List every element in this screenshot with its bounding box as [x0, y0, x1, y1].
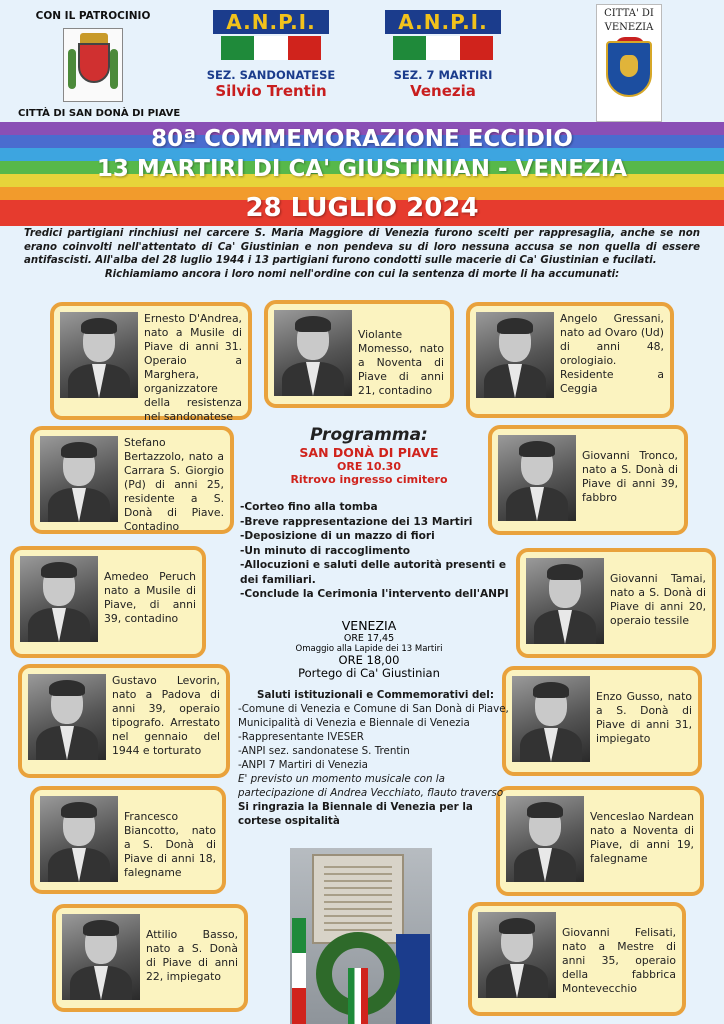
martyr-card [264, 300, 454, 408]
programme-step: -Conclude la Cerimonia l'intervento dell'ANPI [240, 588, 509, 600]
programme-header [236, 425, 502, 486]
venezia-omaggio: Omaggio alla Lapide dei 13 Martiri [295, 644, 443, 654]
title-line-1: 80ª COMMEMORAZIONE ECCIDIO [151, 126, 573, 152]
anpi-logo-text: A.N.P.I. [385, 10, 501, 34]
portrait-photo [40, 436, 118, 522]
venezia-time-2: ORE 18,00 [338, 653, 400, 667]
saluti-heading: Saluti istituzionali e Commemorativi del: [257, 689, 494, 701]
venezia-heading: VENEZIA [341, 618, 397, 633]
venezia-programme-header [236, 618, 502, 680]
martyr-card [516, 548, 716, 658]
venezia-crest-line2: VENEZIA [604, 22, 654, 33]
title-date: 28 LUGLIO 2024 [245, 193, 479, 223]
portrait-photo [526, 558, 604, 644]
anpi-section-name: Venezia [410, 82, 476, 100]
programme-step: -Un minuto di raccoglimento [240, 544, 411, 557]
martyr-card [488, 425, 688, 535]
patrocinio-label: CON IL PATROCINIO [35, 10, 151, 22]
anpi-logo-icon [213, 10, 329, 62]
portrait-photo [40, 796, 118, 882]
martyr-card [18, 664, 230, 778]
martyr-bio: Francesco Biancotto, nato a S. Donà di Piave di anni 18, falegname [124, 810, 216, 879]
portrait-photo [476, 312, 554, 398]
anpi-7martiri-block [378, 10, 508, 100]
martyr-card [50, 302, 252, 423]
saluti-block [238, 688, 513, 828]
programme-step: -Allocuzioni e saluti delle autorità presenti e dei familiari. [240, 559, 507, 586]
martyr-card [502, 666, 702, 776]
anpi-section: SEZ. SANDONATESE [206, 68, 336, 82]
saluti-item: -Comune di Venezia e Comune di San Donà di Piave, Municipalità di Venezia e Biennale di Venezia [238, 703, 509, 729]
venezia-location: Portego di Ca' Giustinian [298, 666, 440, 680]
martyr-card [52, 904, 248, 1012]
martyr-card [466, 302, 674, 418]
saluti-item: -Rappresentante IVESER [238, 731, 364, 743]
martyr-card [468, 902, 686, 1016]
programme-step: -Breve rappresentazione dei 13 Martiri [240, 515, 473, 528]
portrait-photo [512, 676, 590, 762]
anpi-section: SEZ. 7 MARTIRI [393, 68, 493, 82]
saluti-item: -ANPI 7 Martiri di Venezia [238, 759, 368, 771]
saluti-item: -ANPI sez. sandonatese S. Trentin [238, 745, 410, 757]
martyr-card [30, 426, 234, 534]
portrait-photo [478, 912, 556, 998]
venezia-crest-line1: CITTA' DI [604, 8, 654, 19]
intro-callout: Richiamiamo ancora i loro nomi nell'ordine con cui la sentenza di morte li ha accumunati: [104, 268, 620, 280]
main-title [0, 124, 724, 226]
san-dona-crest-icon [63, 28, 123, 102]
intro-paragraph: Tredici partigiani rinchiusi nel carcere S. Maria Maggiore di Venezia furono scelti per rappresaglia, anche se non erano coinvolti nell'attentato di Ca' Giustinian e non pendeva su di loro nessuna accusa se non quella di essere antifascisti. All'alba del 28 luglio 1944 i 13 partigiani furono condotti sulle macerie di Ca' Giustinian e fucilati. [24, 228, 700, 266]
martyr-bio: Ernesto D'Andrea, nato a Musile di Piave di anni 31. Operaio a Marghera, organizzatore della resistenza nel sandonatese [144, 312, 242, 423]
martyr-bio: Giovanni Tronco, nato a S. Donà di Piave di anni 39, fabbro [582, 449, 678, 504]
patrocinio-block [18, 10, 181, 119]
anpi-logo-icon [385, 10, 501, 62]
martyr-bio: Venceslao Nardean nato a Noventa di Piave, di anni 19, falegname [590, 810, 694, 865]
portrait-photo [28, 674, 106, 760]
city-label: CITTÀ DI SAN DONÀ DI PIAVE [18, 108, 181, 119]
portrait-photo [62, 914, 140, 1000]
memorial-plaque-photo [290, 848, 432, 1024]
martyr-bio: Violante Momesso, nato a Noventa di Piave di anni 21, contadino [358, 328, 444, 397]
title-line-2: 13 MARTIRI DI CA' GIUSTINIAN - VENEZIA [96, 156, 628, 182]
martyr-bio: Giovanni Tamai, nato a S. Donà di Piave di anni 20, operaio tessile [610, 572, 706, 627]
san-dona-time: ORE 10.30 [337, 460, 401, 473]
intro-text [24, 227, 700, 281]
san-dona-meeting: Ritrovo ingresso cimitero [290, 473, 448, 486]
programme-step: -Deposizione di un mazzo di fiori [240, 530, 435, 542]
venezia-time-1: ORE 17,45 [343, 633, 395, 644]
martyr-bio: Stefano Bertazzolo, nato a Carrara S. Giorgio (Pd) di anni 25, residente a S. Donà di Piave. Contadino [124, 436, 224, 533]
programme-steps [240, 500, 510, 602]
martyr-card [30, 786, 226, 894]
programme-title: Programma: [310, 425, 428, 445]
portrait-photo [20, 556, 98, 642]
martyr-bio: Giovanni Felisati, nato a Mestre di anni 35, operaio della fabbrica Montevecchio [562, 926, 676, 995]
saluti-list [238, 702, 513, 772]
martyr-bio: Angelo Gressani, nato ad Ovaro (Ud) di anni 48, orologiaio. Residente a Ceggia [560, 312, 664, 395]
anpi-sandonatese-block [206, 10, 336, 100]
martyr-bio: Gustavo Levorin, nato a Padova di anni 39, operaio tipografo. Arrestato nel gennaio del 1944 e torturato [112, 674, 220, 757]
martyr-card [496, 786, 704, 896]
portrait-photo [506, 796, 584, 882]
portrait-photo [274, 310, 352, 396]
venezia-crest-icon [596, 4, 662, 122]
san-dona-heading: SAN DONÀ DI PIAVE [299, 445, 439, 460]
thanks-note: Si ringrazia la Biennale di Venezia per la cortese ospitalità [238, 801, 473, 827]
programme-step: -Corteo fino alla tomba [240, 501, 378, 513]
musical-moment: E' previsto un momento musicale con la partecipazione di Andrea Vecchiato, flauto traverso [238, 773, 504, 799]
anpi-section-name: Silvio Trentin [215, 82, 327, 100]
martyr-bio: Amedeo Peruch nato a Musile di Piave, di anni 39, contadino [104, 570, 196, 625]
anpi-logo-text: A.N.P.I. [213, 10, 329, 34]
martyr-card [10, 546, 206, 658]
martyr-bio: Enzo Gusso, nato a S. Donà di Piave di anni 31, impiegato [596, 690, 692, 745]
martyr-bio: Attilio Basso, nato a S. Donà di Piave di anni 22, impiegato [146, 928, 238, 983]
portrait-photo [60, 312, 138, 398]
